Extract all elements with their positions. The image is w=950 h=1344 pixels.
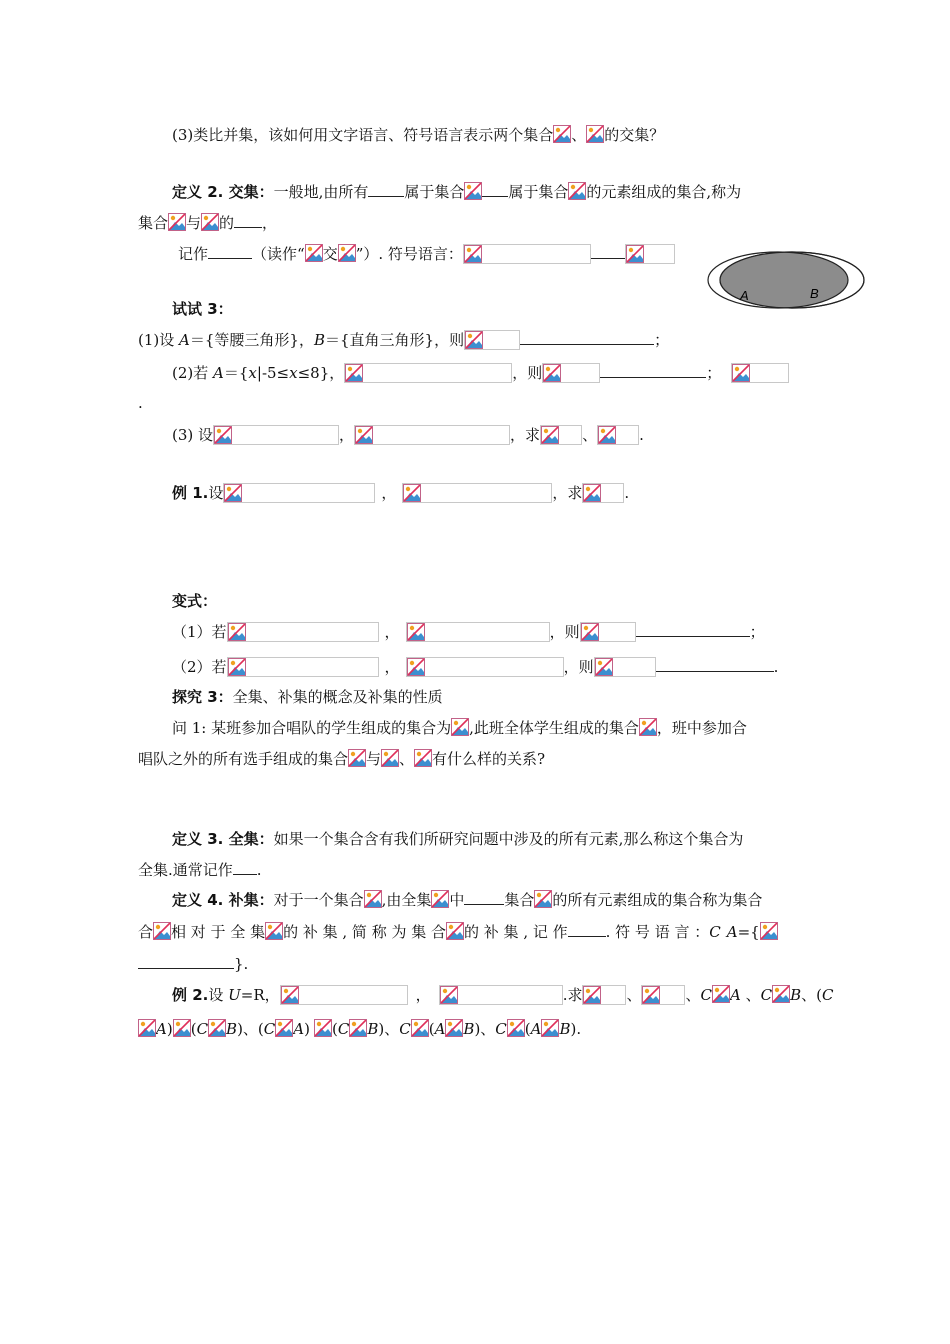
try-3-item-2 bbox=[172, 361, 789, 383]
broken-image-icon bbox=[712, 985, 730, 1003]
question-1 bbox=[172, 717, 747, 739]
broken-image-icon bbox=[265, 922, 283, 940]
try-3-item-1 bbox=[138, 328, 669, 350]
text: ， bbox=[381, 484, 397, 502]
text: B bbox=[226, 1020, 238, 1038]
text: 属于集合 bbox=[508, 183, 569, 201]
example-1-label: 例 1. bbox=[172, 484, 209, 502]
text: 的 bbox=[219, 214, 235, 232]
formula-image bbox=[406, 622, 550, 642]
formula-image bbox=[464, 330, 520, 350]
broken-image-icon bbox=[583, 484, 601, 502]
broken-image-icon bbox=[275, 1019, 293, 1037]
formula-image bbox=[594, 657, 656, 677]
text: 的 补 集 , 简 称 为 集 合 bbox=[283, 923, 447, 941]
definition-4 bbox=[172, 888, 762, 910]
text: C bbox=[495, 1020, 507, 1038]
formula-image bbox=[354, 425, 510, 445]
text: 、 bbox=[626, 986, 642, 1004]
blank[interactable] bbox=[368, 180, 404, 197]
text: 问 1: 某班参加合唱队的学生组成的集合为 bbox=[172, 719, 452, 737]
text: 的 补 集 , 记 作 bbox=[464, 923, 568, 941]
broken-image-icon bbox=[228, 623, 246, 641]
variant-1 bbox=[172, 620, 765, 642]
broken-image-icon bbox=[445, 1019, 463, 1037]
broken-image-icon bbox=[138, 1019, 156, 1037]
text: 有什么样的关系? bbox=[432, 750, 546, 768]
broken-image-icon bbox=[507, 1019, 525, 1037]
text: B bbox=[367, 1020, 379, 1038]
text: C bbox=[337, 1020, 350, 1038]
text: B bbox=[313, 331, 325, 349]
example-2 bbox=[172, 984, 833, 1006]
text: ， bbox=[415, 986, 431, 1004]
broken-image-icon bbox=[772, 985, 790, 1003]
explore-3 bbox=[172, 686, 443, 708]
broken-image-icon bbox=[732, 364, 750, 382]
broken-image-icon bbox=[305, 244, 323, 262]
blank[interactable] bbox=[233, 858, 257, 875]
formula-image bbox=[582, 985, 626, 1005]
broken-image-icon bbox=[338, 244, 356, 262]
blank[interactable] bbox=[138, 952, 234, 969]
text: )、( bbox=[237, 1020, 264, 1038]
venn-diagram bbox=[704, 250, 870, 310]
text: =R， bbox=[240, 986, 280, 1004]
broken-image-icon bbox=[348, 749, 366, 767]
text: C bbox=[700, 986, 712, 1004]
text: ( bbox=[190, 1020, 197, 1038]
definition-3 bbox=[172, 828, 743, 850]
text: C bbox=[196, 1020, 209, 1038]
text: A bbox=[729, 986, 741, 1004]
text: ，班中参加合 bbox=[656, 719, 747, 737]
text: ，则 bbox=[512, 364, 543, 382]
text: ( bbox=[428, 1020, 435, 1038]
broken-image-icon bbox=[541, 426, 559, 444]
broken-image-icon bbox=[407, 623, 425, 641]
broken-image-icon bbox=[153, 922, 171, 940]
text: ，求 bbox=[552, 484, 583, 502]
broken-image-icon bbox=[642, 986, 660, 1004]
text: 与 bbox=[366, 750, 382, 768]
text: ＝{直角三角形}，则 bbox=[325, 331, 465, 349]
text: ) bbox=[166, 1020, 173, 1038]
stray-dot: . bbox=[138, 394, 143, 412]
broken-image-icon bbox=[626, 245, 644, 263]
text: 一般地,由所有 bbox=[273, 183, 369, 201]
broken-image-icon bbox=[464, 245, 482, 263]
broken-image-icon bbox=[586, 125, 604, 143]
text: ,由全集 bbox=[381, 891, 432, 909]
blank[interactable] bbox=[208, 242, 252, 259]
formula-image bbox=[731, 363, 789, 383]
broken-image-icon bbox=[465, 331, 483, 349]
text: 集合 bbox=[504, 891, 535, 909]
definition-3-line2 bbox=[138, 858, 262, 880]
text: A bbox=[179, 331, 190, 349]
formula-image bbox=[223, 483, 375, 503]
formula-image bbox=[582, 483, 624, 503]
broken-image-icon bbox=[446, 922, 464, 940]
text: . 符 号 语 言 ： bbox=[605, 923, 710, 941]
text: (3) 设 bbox=[172, 426, 214, 444]
broken-image-icon bbox=[224, 484, 242, 502]
text: C bbox=[821, 986, 834, 1004]
text: 、( bbox=[801, 986, 822, 1004]
text: 、 bbox=[740, 986, 761, 1004]
answer-blank[interactable] bbox=[636, 620, 750, 637]
broken-image-icon bbox=[583, 986, 601, 1004]
text: }. bbox=[234, 955, 249, 973]
definition-2 bbox=[172, 180, 741, 202]
text: ， bbox=[339, 426, 355, 444]
explore-3-label: 探究 3： bbox=[172, 688, 233, 706]
text: ，则 bbox=[563, 658, 594, 676]
formula-image bbox=[580, 622, 636, 642]
text: ＝{等腰三角形}， bbox=[189, 331, 314, 349]
formula-image bbox=[280, 985, 408, 1005]
example-1 bbox=[172, 482, 629, 504]
text: . bbox=[256, 861, 262, 879]
text: 全集.通常记作 bbox=[138, 861, 233, 879]
text: |-5≤ bbox=[256, 364, 290, 382]
text: 记作 bbox=[178, 245, 209, 263]
try-3-heading: 试试 3： bbox=[172, 300, 233, 318]
broken-image-icon bbox=[314, 1019, 332, 1037]
formula-image bbox=[344, 363, 512, 383]
broken-image-icon bbox=[440, 986, 458, 1004]
answer-blank[interactable] bbox=[600, 361, 706, 378]
text: ={ bbox=[737, 923, 760, 941]
question-1-line2 bbox=[138, 748, 545, 770]
formula-image bbox=[463, 244, 591, 264]
formula-image bbox=[542, 363, 600, 383]
text: x bbox=[248, 364, 257, 382]
text: 设 bbox=[208, 484, 224, 502]
blank[interactable] bbox=[464, 888, 504, 905]
question-3-end: 的交集？ bbox=[604, 126, 665, 144]
blank[interactable] bbox=[482, 180, 508, 197]
text: x bbox=[289, 364, 298, 382]
formula-image bbox=[227, 622, 379, 642]
question-3-text: (3)类比并集，该如何用文字语言、符号语言表示两个集合 bbox=[172, 126, 554, 144]
formula-image bbox=[439, 985, 563, 1005]
text: ( bbox=[524, 1020, 531, 1038]
example-2-label: 例 2. bbox=[172, 986, 209, 1004]
formula-image bbox=[597, 425, 639, 445]
text: 属于集合 bbox=[404, 183, 465, 201]
broken-image-icon bbox=[214, 426, 232, 444]
blank[interactable] bbox=[591, 242, 625, 259]
text: C bbox=[399, 1020, 411, 1038]
broken-image-icon bbox=[168, 213, 186, 231]
example-2-line2 bbox=[138, 1018, 581, 1040]
definition-2-line3 bbox=[178, 242, 675, 264]
definition-2-label: 定义 2. 交集： bbox=[172, 183, 274, 201]
broken-image-icon bbox=[639, 718, 657, 736]
text: 相 对 于 全 集 bbox=[171, 923, 266, 941]
variant-2 bbox=[172, 655, 778, 677]
separator: 、 bbox=[571, 126, 587, 144]
text: ， bbox=[384, 623, 400, 641]
text: ) bbox=[304, 1020, 310, 1038]
broken-image-icon bbox=[464, 182, 482, 200]
text: (1)设 bbox=[138, 331, 180, 349]
text: . bbox=[624, 484, 630, 502]
broken-image-icon bbox=[431, 890, 449, 908]
broken-image-icon bbox=[364, 890, 382, 908]
text: 、 bbox=[685, 986, 701, 1004]
broken-image-icon bbox=[595, 658, 613, 676]
broken-image-icon bbox=[228, 658, 246, 676]
broken-image-icon bbox=[381, 749, 399, 767]
broken-image-icon bbox=[403, 484, 421, 502]
formula-image bbox=[406, 657, 564, 677]
broken-image-icon bbox=[760, 922, 778, 940]
answer-blank[interactable] bbox=[520, 328, 654, 345]
broken-image-icon bbox=[598, 426, 616, 444]
text: B bbox=[559, 1020, 571, 1038]
text: 对于一个集合 bbox=[273, 891, 364, 909]
text: （读作“ bbox=[252, 245, 305, 263]
broken-image-icon bbox=[543, 364, 561, 382]
text: A bbox=[530, 1020, 542, 1038]
broken-image-icon bbox=[534, 890, 552, 908]
definition-4-line2 bbox=[138, 920, 778, 942]
text: ( bbox=[331, 1020, 338, 1038]
text: )、 bbox=[378, 1020, 400, 1038]
text: 的元素组成的集合,称为 bbox=[586, 183, 742, 201]
text: C bbox=[709, 923, 721, 941]
definition-3-label: 定义 3. 全集： bbox=[172, 830, 274, 848]
text: ). bbox=[570, 1020, 582, 1038]
text: (2)若 bbox=[172, 364, 214, 382]
blank[interactable] bbox=[568, 920, 606, 937]
explore-3-title: 全集、补集的概念及补集的性质 bbox=[232, 688, 443, 706]
variant-heading: 变式： bbox=[172, 592, 218, 610]
text: A bbox=[726, 923, 738, 941]
broken-image-icon bbox=[281, 986, 299, 1004]
try-3-item-3 bbox=[172, 424, 644, 446]
text: ， bbox=[384, 658, 400, 676]
text: ”）. 符号语言： bbox=[355, 245, 463, 263]
text: ＝{ bbox=[223, 364, 249, 382]
text: 交 bbox=[322, 245, 338, 263]
broken-image-icon bbox=[201, 213, 219, 231]
text: C bbox=[263, 1020, 276, 1038]
text: （2）若 bbox=[172, 658, 227, 676]
broken-image-icon bbox=[721, 922, 727, 940]
text: A bbox=[293, 1020, 305, 1038]
text: ， bbox=[262, 214, 278, 232]
text: A bbox=[156, 1020, 167, 1038]
text: ,此班全体学生组成的集合 bbox=[469, 719, 639, 737]
formula-image bbox=[402, 483, 552, 503]
text: 唱队之外的所有选手组成的集合 bbox=[138, 750, 349, 768]
broken-image-icon bbox=[414, 749, 432, 767]
formula-image bbox=[213, 425, 339, 445]
text: A bbox=[213, 364, 224, 382]
text: A bbox=[434, 1020, 446, 1038]
text: 合 bbox=[138, 923, 154, 941]
text: ，则 bbox=[549, 623, 580, 641]
formula-image bbox=[540, 425, 582, 445]
text: B bbox=[790, 986, 802, 1004]
text: ，求 bbox=[510, 426, 541, 444]
text: （1）若 bbox=[172, 623, 227, 641]
text: U bbox=[228, 986, 241, 1004]
formula-image bbox=[641, 985, 685, 1005]
blank[interactable] bbox=[234, 211, 262, 228]
broken-image-icon bbox=[349, 1019, 367, 1037]
broken-image-icon bbox=[355, 426, 373, 444]
question-3 bbox=[172, 124, 664, 146]
text: 中 bbox=[449, 891, 465, 909]
text: . bbox=[773, 658, 779, 676]
text: . bbox=[639, 426, 644, 444]
formula-image bbox=[227, 657, 379, 677]
definition-4-label: 定义 4. 补集： bbox=[172, 891, 274, 909]
text: .求 bbox=[562, 986, 583, 1004]
answer-blank[interactable] bbox=[656, 655, 774, 672]
broken-image-icon bbox=[451, 718, 469, 736]
text: )、 bbox=[474, 1020, 496, 1038]
formula-image bbox=[625, 244, 675, 264]
text: C bbox=[760, 986, 773, 1004]
broken-image-icon bbox=[407, 658, 425, 676]
text: 集合 bbox=[138, 214, 169, 232]
text: ≤8}， bbox=[297, 364, 345, 382]
broken-image-icon bbox=[568, 182, 586, 200]
venn-label-a: A bbox=[740, 288, 749, 303]
broken-image-icon bbox=[581, 623, 599, 641]
text: B bbox=[463, 1020, 475, 1038]
text: 设 bbox=[208, 986, 229, 1004]
text: ； bbox=[749, 623, 765, 641]
definition-2-line2 bbox=[138, 211, 277, 233]
text: ； bbox=[706, 364, 722, 382]
text: ； bbox=[654, 331, 670, 349]
text: 的所有元素组成的集合称为集合 bbox=[552, 891, 763, 909]
broken-image-icon bbox=[541, 1019, 559, 1037]
text: 、 bbox=[582, 426, 598, 444]
broken-image-icon bbox=[208, 1019, 226, 1037]
text: 与 bbox=[186, 214, 202, 232]
broken-image-icon bbox=[411, 1019, 429, 1037]
broken-image-icon bbox=[173, 1019, 191, 1037]
definition-4-line3 bbox=[138, 952, 248, 974]
broken-image-icon bbox=[345, 364, 363, 382]
text: 如果一个集合含有我们所研究问题中涉及的所有元素,那么称这个集合为 bbox=[273, 830, 744, 848]
broken-image-icon bbox=[553, 125, 571, 143]
venn-label-b: B bbox=[810, 286, 819, 301]
text: 、 bbox=[399, 750, 415, 768]
